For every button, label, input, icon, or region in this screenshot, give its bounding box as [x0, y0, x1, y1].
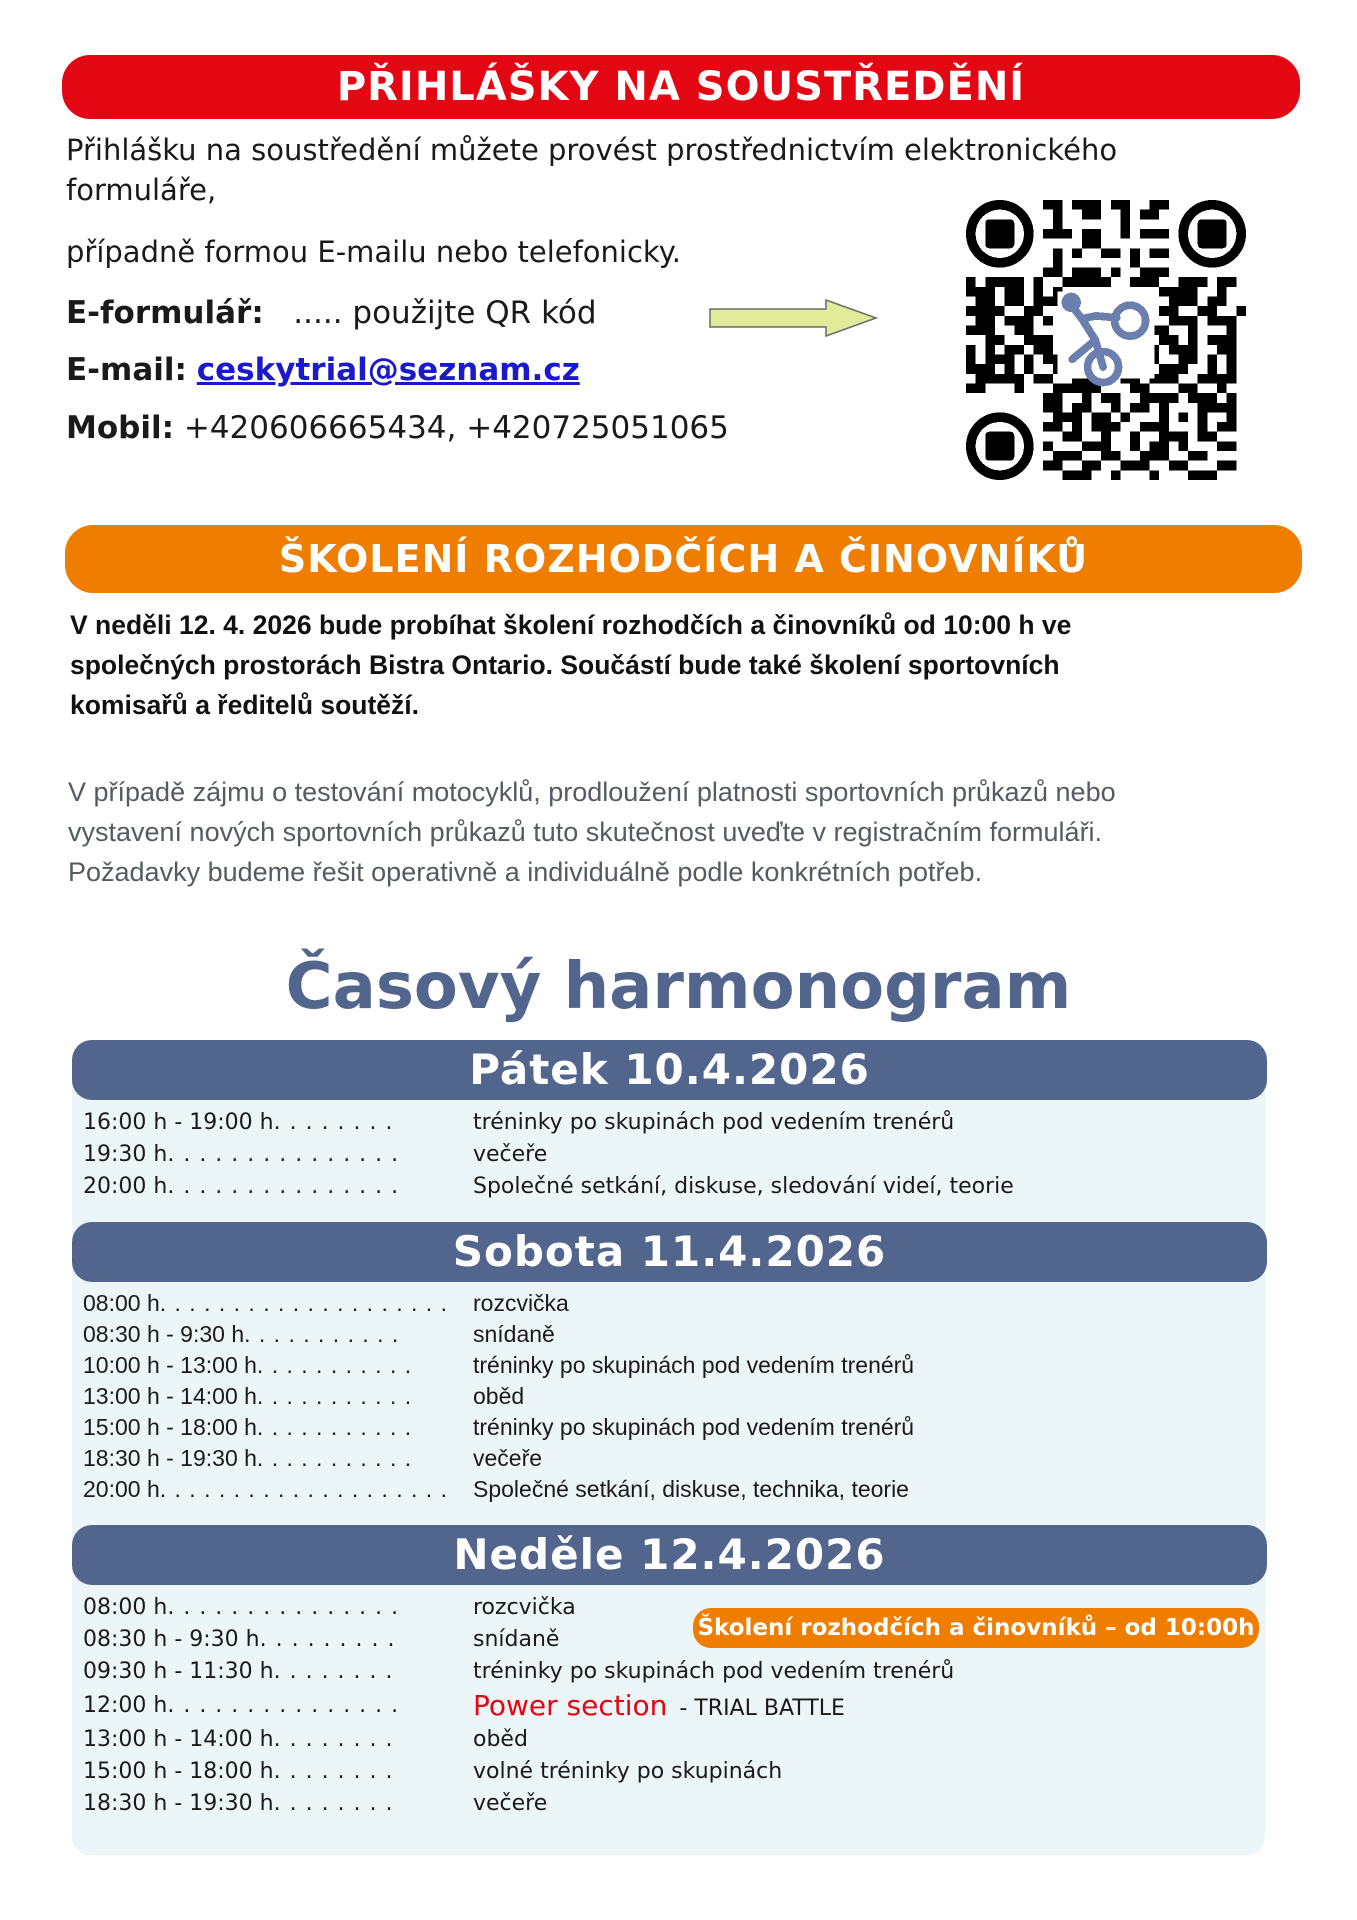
schedule-title: Časový harmonogram [285, 950, 1072, 1024]
row-time: 20:00 h [83, 1476, 160, 1502]
schedule-row [83, 1724, 528, 1756]
row-time: 08:30 h - 9:30 h [83, 1321, 245, 1347]
trial-battle-label: - TRIAL BATTLE [679, 1696, 845, 1721]
licence-line-2: vystavení nových sportovních průkazů tuto skutečnost uveďte v registračním formuláři. [68, 817, 1103, 847]
training-banner: ŠKOLENÍ ROZHODČÍCH A ČINOVNÍKŮ [65, 525, 1302, 593]
schedule-row [83, 1412, 915, 1443]
row-activity: Společné setkání, diskuse, technika, teorie [473, 1476, 909, 1502]
row-activity: rozcvička [473, 1290, 569, 1316]
row-time: 10:00 h - 13:00 h [83, 1352, 257, 1378]
email-label: E-mail: [66, 352, 187, 388]
row-activity: večeře [473, 1142, 548, 1167]
row-dots: . . . . . . . . . . . . . . . . . . . . [159, 1476, 448, 1502]
row-dots: . . . . . . . . . . . [256, 1445, 413, 1471]
row-dots: . . . . . . . . [273, 1110, 394, 1135]
row-time: 08:00 h [83, 1595, 168, 1620]
row-time: 13:00 h - 14:00 h [83, 1383, 257, 1409]
row-activity: volné tréninky po skupinách [473, 1759, 783, 1784]
schedule-row [83, 1443, 543, 1474]
row-activity: snídaně [473, 1321, 555, 1347]
row-activity: oběd [473, 1727, 528, 1752]
schedule-row [83, 1474, 909, 1505]
row-activity: tréninky po skupinách pod vedením trenérů [473, 1659, 955, 1684]
schedule-row [83, 1788, 548, 1820]
day-header-friday: Pátek 10.4.2026 [72, 1040, 1267, 1100]
intro-line-2: formuláře, [66, 173, 217, 207]
row-dots: . . . . . . . . . . . [244, 1321, 400, 1347]
row-activity: večeře [473, 1445, 543, 1471]
row-time: 16:00 h - 19:00 h [83, 1110, 274, 1135]
training-badge: Školení rozhodčích a činovníků – od 10:00h [693, 1608, 1259, 1648]
row-time: 13:00 h - 14:00 h [83, 1727, 274, 1752]
schedule-row [83, 1288, 569, 1319]
row-dots: . . . . . . . . . . . [256, 1383, 413, 1409]
row-time: 09:30 h - 11:30 h [83, 1659, 274, 1684]
registration-banner: PŘIHLÁŠKY NA SOUSTŘEDĚNÍ [62, 55, 1300, 119]
intro-line-1: Přihlášku na soustředění můžete provést prostřednictvím elektronického [66, 133, 1118, 167]
training-announcement [70, 605, 1292, 725]
row-dots: . . . . . . . . . [259, 1627, 396, 1652]
row-dots: . . . . . . . . . . . . . . . [167, 1595, 400, 1620]
schedule-row [83, 1756, 783, 1788]
row-activity: tréninky po skupinách pod vedením trenérů [473, 1414, 915, 1440]
row-dots: . . . . . . . . [273, 1659, 394, 1684]
day-header-sunday: Neděle 12.4.2026 [72, 1525, 1267, 1585]
schedule-row [83, 1319, 555, 1350]
row-dots: . . . . . . . . [273, 1759, 394, 1784]
row-time: 20:00 h [83, 1174, 168, 1199]
schedule-row [83, 1350, 915, 1381]
row-activity: tréninky po skupinách pod vedením trenérů [473, 1352, 915, 1378]
row-dots: . . . . . . . . [273, 1727, 394, 1752]
email-row [66, 352, 580, 388]
schedule-row [83, 1139, 548, 1171]
row-time: 15:00 h - 18:00 h [83, 1759, 274, 1784]
row-activity: oběd [473, 1383, 525, 1409]
schedule-row [83, 1381, 525, 1412]
intro-line-3: případně formou E-mailu nebo telefonicky. [66, 235, 681, 269]
eform-row [66, 295, 597, 331]
saturday-rows [83, 1288, 915, 1505]
schedule-row [83, 1592, 576, 1624]
row-activity: rozcvička [473, 1595, 576, 1620]
email-link[interactable]: ceskytrial@seznam.cz [196, 352, 580, 388]
row-dots: . . . . . . . . . . . . . . . [167, 1174, 400, 1199]
licence-info [68, 772, 1308, 892]
qr-code-icon[interactable] [966, 200, 1246, 480]
licence-line-3: Požadavky budeme řešit operativně a individuálně podle konkrétních potřeb. [68, 857, 983, 887]
schedule-row [83, 1656, 955, 1688]
eform-value: ..... použijte QR kód [293, 295, 597, 331]
row-dots: . . . . . . . . [273, 1791, 394, 1816]
sunday-rows [83, 1592, 955, 1820]
eform-label: E-formulář: [66, 295, 264, 331]
row-dots: . . . . . . . . . . . . . . . . . . . . [159, 1290, 448, 1316]
row-time: 15:00 h - 18:00 h [83, 1414, 257, 1440]
schedule-row [83, 1171, 1014, 1203]
row-time: 08:30 h - 9:30 h [83, 1627, 260, 1652]
schedule-row [83, 1688, 845, 1724]
row-time: 18:30 h - 19:30 h [83, 1445, 257, 1471]
licence-line-1: V případě zájmu o testování motocyklů, prodloužení platnosti sportovních průkazů nebo [68, 777, 1116, 807]
row-activity: večeře [473, 1791, 548, 1816]
power-section-label: Power section [473, 1689, 668, 1722]
mobile-label: Mobil: [66, 410, 174, 446]
row-activity [473, 1688, 845, 1727]
mobile-value: +420606665434, +420725051065 [183, 410, 729, 446]
schedule-row [83, 1624, 560, 1656]
day-header-saturday: Sobota 11.4.2026 [72, 1222, 1267, 1282]
row-time: 18:30 h - 19:30 h [83, 1791, 274, 1816]
row-time: 19:30 h [83, 1142, 168, 1167]
row-activity: tréninky po skupinách pod vedením trenérů [473, 1110, 955, 1135]
training-line-1: V neděli 12. 4. 2026 bude probíhat školení rozhodčích a činovníků od 10:00 h ve [70, 610, 1072, 640]
mobile-row [66, 410, 729, 446]
row-time: 12:00 h [83, 1693, 168, 1718]
row-activity: snídaně [473, 1627, 560, 1652]
row-activity: Společné setkání, diskuse, sledování videí, teorie [473, 1174, 1014, 1199]
friday-rows [83, 1107, 1014, 1203]
training-line-3: komisařů a ředitelů soutěží. [70, 690, 420, 720]
arrow-right-icon [708, 299, 878, 337]
schedule-row [83, 1107, 955, 1139]
row-dots: . . . . . . . . . . . . . . . [167, 1693, 400, 1718]
training-line-2: společných prostorách Bistra Ontario. Součástí bude také školení sportovních [70, 650, 1060, 680]
row-dots: . . . . . . . . . . . . . . . [167, 1142, 400, 1167]
row-time: 08:00 h [83, 1290, 160, 1316]
row-dots: . . . . . . . . . . . [256, 1414, 413, 1440]
row-dots: . . . . . . . . . . . [256, 1352, 413, 1378]
